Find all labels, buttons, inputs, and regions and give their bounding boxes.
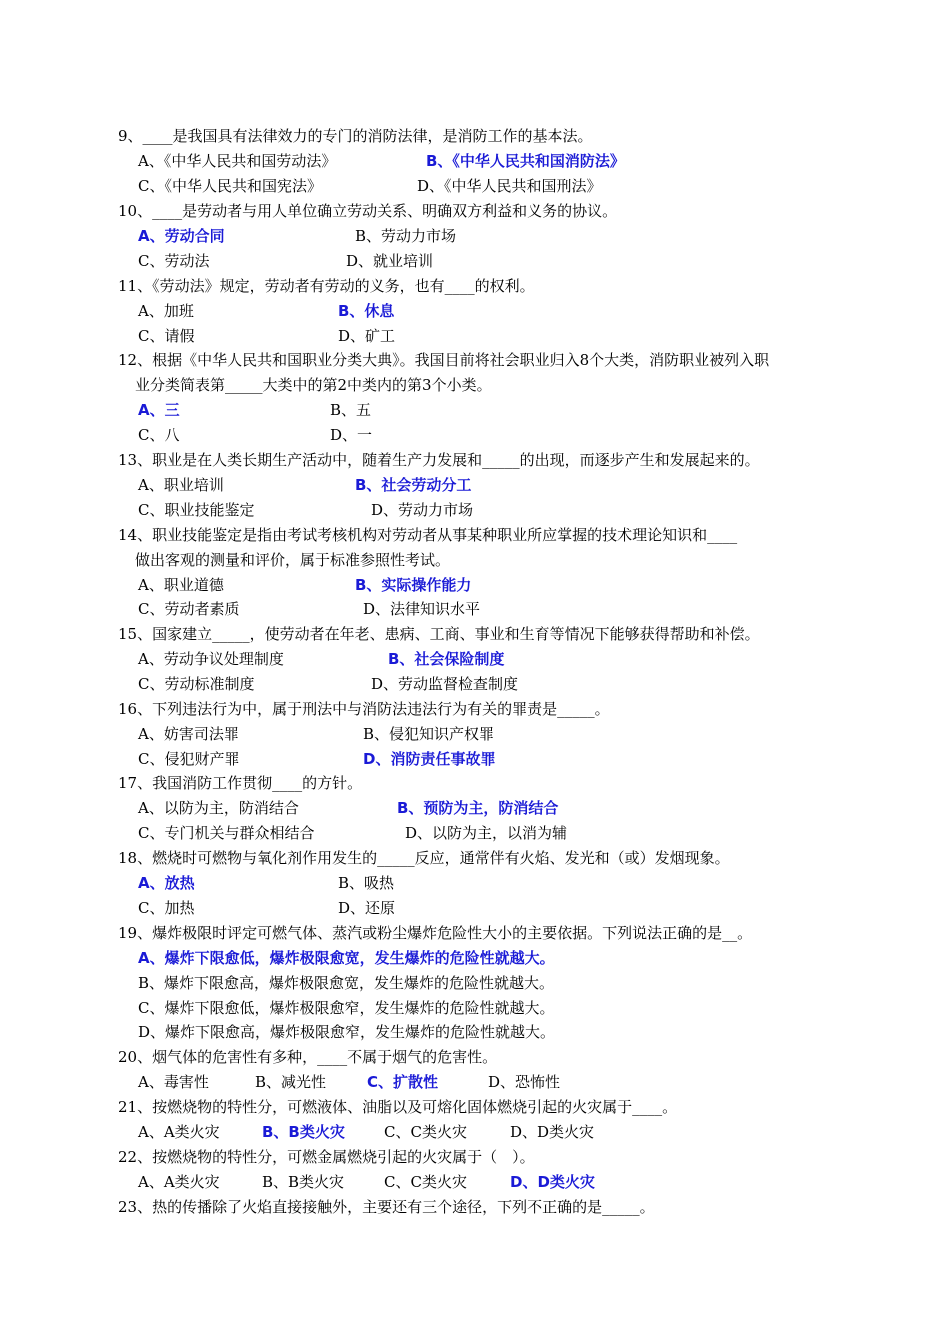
question-13-option-d: D、劳动力市场 bbox=[371, 501, 474, 519]
question-12-stem-continued: 业分类简表第_____大类中的第2中类内的第3个小类。 bbox=[135, 376, 492, 394]
question-17-option-c: C、专门机关与群众相结合 bbox=[138, 824, 315, 842]
question-15-option-d: D、劳动监督检查制度 bbox=[371, 675, 519, 693]
question-21-option-c: C、C类火灾 bbox=[384, 1123, 467, 1141]
question-22-option-c: C、C类火灾 bbox=[384, 1173, 467, 1191]
question-12-option-a-answer: A、三 bbox=[138, 401, 180, 419]
question-16-stem: 16、下列违法行为中，属于刑法中与消防法违法行为有关的罪责是_____。 bbox=[118, 700, 610, 718]
question-10-option-b: B、劳动力市场 bbox=[355, 227, 457, 245]
question-10-option-c: C、劳动法 bbox=[138, 252, 210, 270]
question-14-option-d: D、法律知识水平 bbox=[363, 600, 481, 618]
question-20-stem: 20、烟气体的危害性有多种，____不属于烟气的危害性。 bbox=[118, 1048, 498, 1066]
question-21-option-b-answer: B、B类火灾 bbox=[262, 1123, 345, 1141]
question-14-option-b-answer: B、实际操作能力 bbox=[355, 576, 472, 594]
question-13-option-c: C、职业技能鉴定 bbox=[138, 501, 255, 519]
question-12-option-c: C、八 bbox=[138, 426, 180, 444]
question-14-stem: 14、职业技能鉴定是指由考试考核机构对劳动者从事某种职业所应掌握的技术理论知识和____ bbox=[118, 526, 738, 544]
question-9-option-d: D、《中华人民共和国刑法》 bbox=[417, 177, 602, 195]
question-17-stem: 17、我国消防工作贯彻____的方针。 bbox=[118, 774, 363, 792]
question-14-option-c: C、劳动者素质 bbox=[138, 600, 240, 618]
question-20-option-d: D、恐怖性 bbox=[488, 1073, 561, 1091]
question-15-stem: 15、国家建立_____，使劳动者在年老、患病、工商、事业和生育等情况下能够获得帮助和补偿。 bbox=[118, 625, 760, 643]
question-13-stem: 13、职业是在人类长期生产活动中，随着生产力发展和_____的出现，而逐步产生和发展起来的。 bbox=[118, 451, 760, 469]
question-18-option-d: D、还原 bbox=[338, 899, 396, 917]
question-15-option-c: C、劳动标准制度 bbox=[138, 675, 255, 693]
question-17-option-a: A、以防为主，防消结合 bbox=[138, 799, 299, 817]
question-10-stem: 10、____是劳动者与用人单位确立劳动关系、明确双方利益和义务的协议。 bbox=[118, 202, 618, 220]
question-17-option-b-answer: B、预防为主，防消结合 bbox=[397, 799, 559, 817]
question-18-option-a-answer: A、放热 bbox=[138, 874, 195, 892]
question-19-option-d: D、爆炸下限愈高，爆炸极限愈窄，发生爆炸的危险性就越大。 bbox=[138, 1023, 556, 1041]
question-15-option-a: A、劳动争议处理制度 bbox=[138, 650, 284, 668]
question-21-option-d: D、D类火灾 bbox=[510, 1123, 595, 1141]
question-20-option-c-answer: C、扩散性 bbox=[367, 1073, 439, 1091]
question-9-option-c: C、《中华人民共和国宪法》 bbox=[138, 177, 322, 195]
question-16-option-a: A、妨害司法罪 bbox=[138, 725, 239, 743]
question-16-option-c: C、侵犯财产罪 bbox=[138, 750, 240, 768]
question-11-option-a: A、加班 bbox=[138, 302, 194, 320]
question-19-option-c: C、爆炸下限愈低，爆炸极限愈窄，发生爆炸的危险性就越大。 bbox=[138, 999, 555, 1017]
question-18-option-c: C、加热 bbox=[138, 899, 195, 917]
question-14-option-a: A、职业道德 bbox=[138, 576, 224, 594]
question-19-option-b: B、爆炸下限愈高，爆炸极限愈宽，发生爆炸的危险性就越大。 bbox=[138, 974, 555, 992]
question-23-stem: 23、热的传播除了火焰直接接触外，主要还有三个途径，下列不正确的是_____。 bbox=[118, 1198, 655, 1216]
question-16-option-d-answer: D、消防责任事故罪 bbox=[363, 750, 496, 768]
question-9-option-a: A、《中华人民共和国劳动法》 bbox=[138, 152, 337, 170]
question-21-stem: 21、按燃烧物的特性分，可燃液体、油脂以及可熔化固体燃烧引起的火灾属于____。 bbox=[118, 1098, 678, 1116]
question-19-stem: 19、爆炸极限时评定可燃气体、蒸汽或粉尘爆炸危险性大小的主要依据。下列说法正确的是__。 bbox=[118, 924, 753, 942]
question-9-option-b-answer: B、《中华人民共和国消防法》 bbox=[426, 152, 625, 170]
question-21-option-a: A、A类火灾 bbox=[138, 1123, 220, 1141]
question-13-option-b-answer: B、社会劳动分工 bbox=[355, 476, 472, 494]
question-16-option-b: B、侵犯知识产权罪 bbox=[363, 725, 495, 743]
question-15-option-b-answer: B、社会保险制度 bbox=[388, 650, 505, 668]
question-11-option-b-answer: B、休息 bbox=[338, 302, 395, 320]
question-14-stem-continued: 做出客观的测量和评价，属于标准参照性考试。 bbox=[135, 551, 451, 569]
question-22-stem: 22、按燃烧物的特性分，可燃金属燃烧引起的火灾属于（ ）。 bbox=[118, 1148, 535, 1166]
question-9-stem: 9、____是我国具有法律效力的专门的消防法律，是消防工作的基本法。 bbox=[118, 127, 593, 145]
question-11-stem: 11、《劳动法》规定，劳动者有劳动的义务，也有____的权利。 bbox=[118, 277, 535, 295]
question-18-stem: 18、燃烧时可燃物与氧化剂作用发生的_____反应，通常伴有火焰、发光和（或）发烟现象。 bbox=[118, 849, 730, 867]
question-22-option-b: B、B类火灾 bbox=[262, 1173, 345, 1191]
question-13-option-a: A、职业培训 bbox=[138, 476, 224, 494]
question-10-option-a-answer: A、劳动合同 bbox=[138, 227, 225, 245]
question-22-option-a: A、A类火灾 bbox=[138, 1173, 220, 1191]
question-12-option-d: D、一 bbox=[330, 426, 373, 444]
question-12-option-b: B、五 bbox=[330, 401, 372, 419]
question-22-option-d-answer: D、D类火灾 bbox=[510, 1173, 595, 1191]
question-20-option-a: A、毒害性 bbox=[138, 1073, 209, 1091]
question-19-option-a-answer: A、爆炸下限愈低，爆炸极限愈宽，发生爆炸的危险性就越大。 bbox=[138, 949, 555, 967]
question-12-stem: 12、根据《中华人民共和国职业分类大典》。我国目前将社会职业归入8个大类，消防职业被列入职 bbox=[118, 351, 770, 369]
question-11-option-c: C、请假 bbox=[138, 327, 195, 345]
question-20-option-b: B、减光性 bbox=[255, 1073, 327, 1091]
question-18-option-b: B、吸热 bbox=[338, 874, 395, 892]
question-17-option-d: D、以防为主，以消为辅 bbox=[405, 824, 568, 842]
question-10-option-d: D、就业培训 bbox=[346, 252, 434, 270]
question-11-option-d: D、矿工 bbox=[338, 327, 396, 345]
